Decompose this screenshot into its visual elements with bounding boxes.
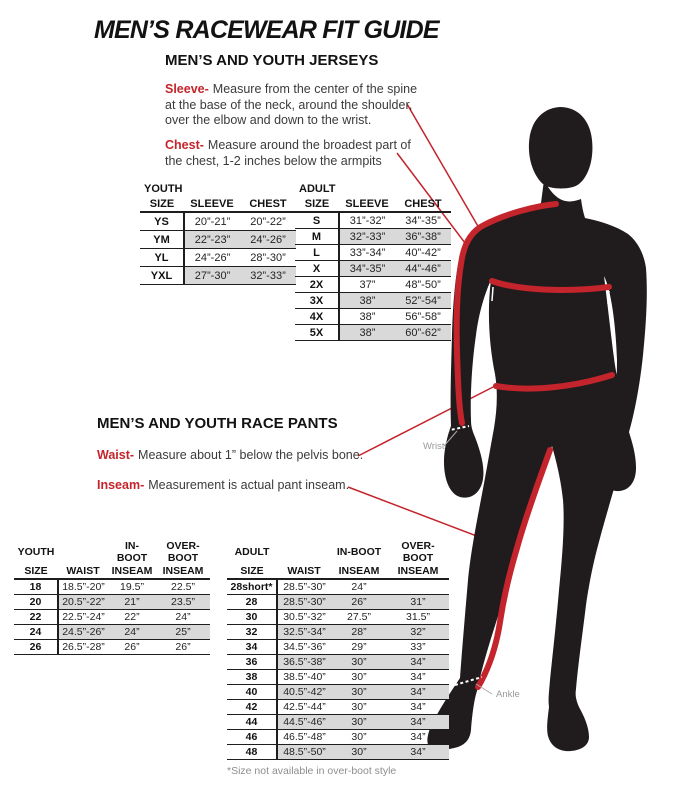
value-cell: 31”: [387, 595, 449, 610]
sleeve-description: [165, 82, 425, 129]
size-cell: 18: [14, 579, 58, 595]
value-cell: 26.5”-28”: [58, 640, 108, 655]
waist-label: Waist-: [97, 448, 135, 462]
table-row: [140, 212, 296, 231]
value-cell: 27.5”: [331, 610, 387, 625]
size-cell: YL: [140, 249, 184, 267]
value-cell: 32”-33”: [339, 229, 395, 245]
header-cell: CHEST: [395, 197, 451, 212]
size-cell: 28: [227, 595, 277, 610]
table-row: [227, 745, 449, 760]
value-cell: 30”: [331, 730, 387, 745]
header-cell: [58, 540, 108, 565]
value-cell: 33”-34”: [339, 245, 395, 261]
adult-jersey-table: [295, 183, 451, 341]
value-cell: 26”: [108, 640, 156, 655]
table-row: [227, 730, 449, 745]
table-row: [227, 610, 449, 625]
youth-jersey-table-label: YOUTH: [144, 183, 183, 195]
table-row: [227, 579, 449, 595]
size-cell: 46: [227, 730, 277, 745]
chest-end-tick-right: [608, 291, 609, 304]
table-row: [295, 309, 451, 325]
pants-heading: MEN’S AND YOUTH RACE PANTS: [97, 415, 338, 432]
table-row: [140, 249, 296, 267]
value-cell: 34”-35”: [339, 261, 395, 277]
value-cell: 40.5”-42”: [277, 685, 331, 700]
table-grid: [227, 540, 449, 760]
value-cell: 34”-35”: [395, 212, 451, 229]
size-cell: YXL: [140, 267, 184, 285]
value-cell: 34”: [387, 685, 449, 700]
adult-jersey-table-label: ADULT: [299, 183, 336, 195]
value-cell: 22.5”-24”: [58, 610, 108, 625]
size-cell: X: [295, 261, 339, 277]
header-cell: [277, 540, 331, 565]
value-cell: 34”: [387, 745, 449, 760]
table-row: [14, 625, 210, 640]
value-cell: 40”-42”: [395, 245, 451, 261]
sleeve-text: Measure from the center of the spine at the base of the neck, around the shoulder, over the elbow and down to the wrist.: [165, 82, 418, 127]
value-cell: 34”: [387, 715, 449, 730]
waist-description: [97, 448, 363, 464]
size-cell: 36: [227, 655, 277, 670]
value-cell: 34”: [387, 670, 449, 685]
table-row: [227, 700, 449, 715]
value-cell: 32”-33”: [240, 267, 296, 285]
table-grid: [140, 197, 296, 285]
header-cell: SLEEVE: [339, 197, 395, 212]
chest-text: Measure around the broadest part of the chest, 1-2 inches below the armpits: [165, 138, 411, 168]
inseam-text: Measurement is actual pant inseam.: [148, 478, 350, 492]
value-cell: 32.5”-34”: [277, 625, 331, 640]
header-cell: SLEEVE: [184, 197, 240, 212]
header-cell: OVER-BOOT: [166, 540, 200, 564]
value-cell: 44.5”-46”: [277, 715, 331, 730]
header-cell: INSEAM: [331, 565, 387, 579]
value-cell: 28.5”-30”: [277, 595, 331, 610]
table-row: [14, 579, 210, 595]
value-cell: 28”-30”: [240, 249, 296, 267]
table-row: [227, 640, 449, 655]
size-cell: 5X: [295, 325, 339, 341]
value-cell: 34.5”-36”: [277, 640, 331, 655]
header-cell: INSEAM: [108, 565, 156, 579]
header-cell: INSEAM: [156, 565, 210, 579]
value-cell: 56”-58”: [395, 309, 451, 325]
value-cell: 34”: [387, 700, 449, 715]
table-row: [140, 231, 296, 249]
table-row: [14, 595, 210, 610]
size-cell: 4X: [295, 309, 339, 325]
value-cell: 48”-50”: [395, 277, 451, 293]
jerseys-heading: MEN’S AND YOUTH JERSEYS: [165, 52, 379, 69]
table-grid: [295, 197, 451, 341]
size-cell: 24: [14, 625, 58, 640]
table-row: [140, 267, 296, 285]
table-row: [295, 212, 451, 229]
adult-pants-table: [227, 540, 449, 777]
value-cell: 20”-21”: [184, 212, 240, 231]
value-cell: 24”: [331, 579, 387, 595]
value-cell: 34”: [387, 730, 449, 745]
value-cell: 48.5”-50”: [277, 745, 331, 760]
size-cell: L: [295, 245, 339, 261]
value-cell: 24”: [156, 610, 210, 625]
table-row: [295, 325, 451, 341]
size-cell: M: [295, 229, 339, 245]
chest-description: [165, 138, 415, 169]
value-cell: 30”: [331, 745, 387, 760]
chest-label: Chest-: [165, 138, 204, 152]
value-cell: 23.5”: [156, 595, 210, 610]
value-cell: 32”: [387, 625, 449, 640]
size-cell: 42: [227, 700, 277, 715]
header-cell: INSEAM: [387, 565, 449, 579]
footnote: *Size not available in over-boot style: [227, 765, 397, 777]
waist-text: Measure about 1” below the pelvis bone.: [138, 448, 364, 462]
value-cell: 30”: [331, 700, 387, 715]
value-cell: 38”: [339, 309, 395, 325]
size-cell: 48: [227, 745, 277, 760]
value-cell: 38”: [339, 293, 395, 309]
value-cell: 22”: [108, 610, 156, 625]
value-cell: 34”: [387, 655, 449, 670]
header-cell: SIZE: [227, 565, 277, 579]
sleeve-label: Sleeve-: [165, 82, 209, 96]
size-cell: S: [295, 212, 339, 229]
inseam-description: [97, 478, 349, 494]
youth-pants-table: [14, 540, 210, 655]
value-cell: 29”: [331, 640, 387, 655]
value-cell: 25”: [156, 625, 210, 640]
size-cell: YM: [140, 231, 184, 249]
value-cell: 19.5”: [108, 579, 156, 595]
table-row: [227, 625, 449, 640]
value-cell: 37”: [339, 277, 395, 293]
value-cell: 30”: [331, 685, 387, 700]
value-cell: 21”: [108, 595, 156, 610]
size-cell: 2X: [295, 277, 339, 293]
header-cell: ADULT: [234, 546, 270, 558]
value-cell: 24”: [108, 625, 156, 640]
value-cell: 28”: [331, 625, 387, 640]
table-row: [295, 245, 451, 261]
header-cell: YOUTH: [17, 546, 55, 558]
value-cell: 30.5”-32”: [277, 610, 331, 625]
header-cell: WAIST: [277, 565, 331, 579]
size-cell: 28short*: [227, 579, 277, 595]
value-cell: 22”-23”: [184, 231, 240, 249]
value-cell: 31”-32”: [339, 212, 395, 229]
value-cell: 31.5”: [387, 610, 449, 625]
value-cell: 38.5”-40”: [277, 670, 331, 685]
value-cell: 20”-22”: [240, 212, 296, 231]
value-cell: 22.5”: [156, 579, 210, 595]
size-cell: 38: [227, 670, 277, 685]
value-cell: 20.5”-22”: [58, 595, 108, 610]
table-row: [227, 715, 449, 730]
table-row: [14, 640, 210, 655]
value-cell: 30”: [331, 670, 387, 685]
table-row: [227, 685, 449, 700]
table-row: [295, 261, 451, 277]
header-cell: IN-BOOT: [336, 546, 382, 558]
size-cell: 32: [227, 625, 277, 640]
value-cell: 46.5”-48”: [277, 730, 331, 745]
size-cell: YS: [140, 212, 184, 231]
table-row: [227, 595, 449, 610]
value-cell: 52”-54”: [395, 293, 451, 309]
value-cell: [387, 579, 449, 595]
value-cell: 24”-26”: [184, 249, 240, 267]
header-cell: OVER-BOOT: [401, 540, 435, 564]
value-cell: 28.5”-30”: [277, 579, 331, 595]
value-cell: 42.5”-44”: [277, 700, 331, 715]
table-row: [295, 293, 451, 309]
value-cell: 60”-62”: [395, 325, 451, 341]
value-cell: 24.5”-26”: [58, 625, 108, 640]
value-cell: 26”: [156, 640, 210, 655]
value-cell: 30”: [331, 655, 387, 670]
page-title: MEN’S RACEWEAR FIT GUIDE: [94, 16, 439, 44]
table-grid: [14, 540, 210, 655]
table-row: [295, 229, 451, 245]
chest-end-tick-left: [492, 287, 493, 301]
size-cell: 3X: [295, 293, 339, 309]
value-cell: 33”: [387, 640, 449, 655]
size-cell: 30: [227, 610, 277, 625]
value-cell: 26”: [331, 595, 387, 610]
ankle-point-label: Ankle: [496, 689, 520, 700]
table-row: [227, 655, 449, 670]
inseam-label: Inseam-: [97, 478, 145, 492]
header-cell: SIZE: [14, 565, 58, 579]
header-cell: WAIST: [58, 565, 108, 579]
header-cell: IN-BOOT: [116, 540, 148, 564]
youth-jersey-table: [140, 183, 296, 285]
wrist-point-label: Wrist: [423, 441, 445, 452]
value-cell: 30”: [331, 715, 387, 730]
header-cell: CHEST: [240, 197, 296, 212]
size-cell: 20: [14, 595, 58, 610]
value-cell: 38”: [339, 325, 395, 341]
size-cell: 34: [227, 640, 277, 655]
size-cell: 26: [14, 640, 58, 655]
value-cell: 27”-30”: [184, 267, 240, 285]
table-row: [227, 670, 449, 685]
size-cell: 22: [14, 610, 58, 625]
table-row: [14, 610, 210, 625]
male-silhouette-head: [529, 107, 593, 189]
size-cell: 44: [227, 715, 277, 730]
value-cell: 36”-38”: [395, 229, 451, 245]
value-cell: 44”-46”: [395, 261, 451, 277]
table-row: [295, 277, 451, 293]
value-cell: 24”-26”: [240, 231, 296, 249]
size-cell: 40: [227, 685, 277, 700]
value-cell: 36.5”-38”: [277, 655, 331, 670]
header-cell: SIZE: [140, 197, 184, 212]
value-cell: 18.5”-20”: [58, 579, 108, 595]
header-cell: SIZE: [295, 197, 339, 212]
